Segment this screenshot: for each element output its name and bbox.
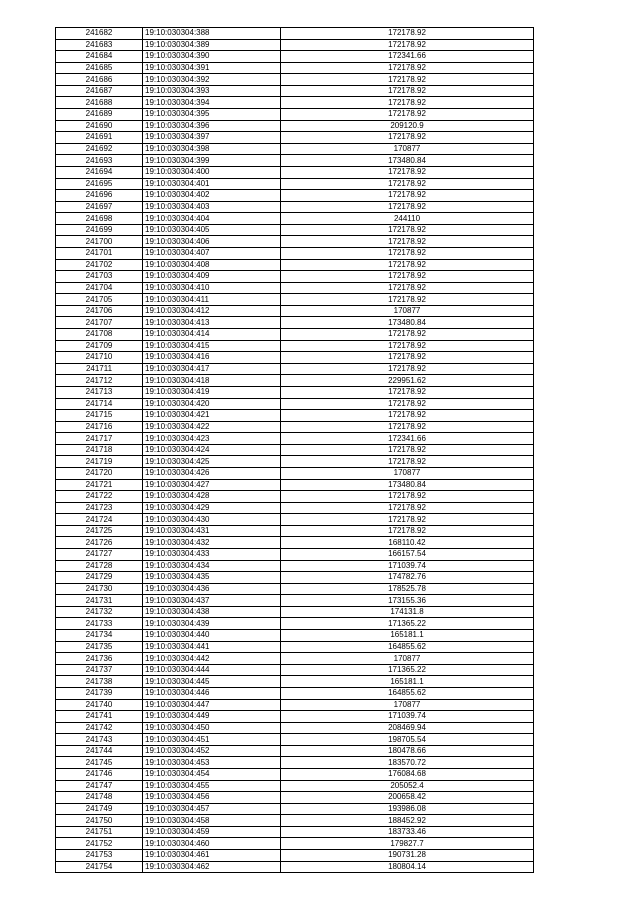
table-body (56, 28, 534, 873)
timestamp-cell: 19:10:030304:459 (143, 826, 281, 838)
value-cell: 183733.46 (281, 826, 534, 838)
table-row (56, 97, 534, 109)
table-row (56, 282, 534, 294)
table-row (56, 745, 534, 757)
timestamp-cell: 19:10:030304:444 (143, 664, 281, 676)
timestamp-cell: 19:10:030304:431 (143, 525, 281, 537)
value-cell: 170877 (281, 699, 534, 711)
timestamp-cell: 19:10:030304:461 (143, 850, 281, 862)
value-cell: 176084.68 (281, 769, 534, 781)
value-cell: 171039.74 (281, 560, 534, 572)
id-cell: 241692 (56, 143, 143, 155)
value-cell: 164855.62 (281, 641, 534, 653)
table-row (56, 294, 534, 306)
timestamp-cell: 19:10:030304:413 (143, 317, 281, 329)
value-cell: 170877 (281, 653, 534, 665)
timestamp-cell: 19:10:030304:453 (143, 757, 281, 769)
timestamp-cell: 19:10:030304:447 (143, 699, 281, 711)
value-cell: 244110 (281, 213, 534, 225)
table-row (56, 444, 534, 456)
timestamp-cell: 19:10:030304:395 (143, 109, 281, 121)
value-cell: 172178.92 (281, 329, 534, 341)
id-cell: 241726 (56, 537, 143, 549)
table-row (56, 120, 534, 132)
table-row (56, 51, 534, 63)
table-row (56, 166, 534, 178)
id-cell: 241718 (56, 444, 143, 456)
value-cell: 173480.84 (281, 155, 534, 167)
table-row (56, 213, 534, 225)
table-row (56, 433, 534, 445)
timestamp-cell: 19:10:030304:402 (143, 190, 281, 202)
value-cell: 188452.92 (281, 815, 534, 827)
table-row (56, 641, 534, 653)
id-cell: 241722 (56, 491, 143, 503)
data-table (55, 27, 534, 873)
timestamp-cell: 19:10:030304:437 (143, 595, 281, 607)
id-cell: 241720 (56, 467, 143, 479)
id-cell: 241712 (56, 375, 143, 387)
timestamp-cell: 19:10:030304:449 (143, 711, 281, 723)
timestamp-cell: 19:10:030304:456 (143, 792, 281, 804)
timestamp-cell: 19:10:030304:441 (143, 641, 281, 653)
id-cell: 241742 (56, 722, 143, 734)
timestamp-cell: 19:10:030304:462 (143, 861, 281, 873)
table-row (56, 676, 534, 688)
timestamp-cell: 19:10:030304:421 (143, 410, 281, 422)
value-cell: 172178.92 (281, 421, 534, 433)
id-cell: 241733 (56, 618, 143, 630)
timestamp-cell: 19:10:030304:446 (143, 687, 281, 699)
table-row (56, 630, 534, 642)
id-cell: 241736 (56, 653, 143, 665)
timestamp-cell: 19:10:030304:433 (143, 549, 281, 561)
timestamp-cell: 19:10:030304:425 (143, 456, 281, 468)
value-cell: 172178.92 (281, 39, 534, 51)
value-cell: 172178.92 (281, 502, 534, 514)
id-cell: 241706 (56, 305, 143, 317)
table-row (56, 386, 534, 398)
table-row (56, 329, 534, 341)
value-cell: 173480.84 (281, 479, 534, 491)
id-cell: 241691 (56, 132, 143, 144)
table-row (56, 155, 534, 167)
table-row (56, 201, 534, 213)
id-cell: 241716 (56, 421, 143, 433)
value-cell: 171365.22 (281, 618, 534, 630)
timestamp-cell: 19:10:030304:427 (143, 479, 281, 491)
id-cell: 241749 (56, 803, 143, 815)
id-cell: 241744 (56, 745, 143, 757)
timestamp-cell: 19:10:030304:432 (143, 537, 281, 549)
value-cell: 178525.78 (281, 583, 534, 595)
table-row (56, 502, 534, 514)
table-row (56, 687, 534, 699)
id-cell: 241721 (56, 479, 143, 491)
table-row (56, 109, 534, 121)
id-cell: 241728 (56, 560, 143, 572)
timestamp-cell: 19:10:030304:426 (143, 467, 281, 479)
timestamp-cell: 19:10:030304:388 (143, 28, 281, 40)
id-cell: 241750 (56, 815, 143, 827)
table-row (56, 479, 534, 491)
table-row (56, 838, 534, 850)
timestamp-cell: 19:10:030304:417 (143, 363, 281, 375)
table-row (56, 491, 534, 503)
value-cell: 208469.94 (281, 722, 534, 734)
value-cell: 165181.1 (281, 676, 534, 688)
table-row (56, 143, 534, 155)
table-row (56, 74, 534, 86)
timestamp-cell: 19:10:030304:455 (143, 780, 281, 792)
value-cell: 170877 (281, 467, 534, 479)
id-cell: 241714 (56, 398, 143, 410)
value-cell: 172178.92 (281, 363, 534, 375)
timestamp-cell: 19:10:030304:409 (143, 271, 281, 283)
timestamp-cell: 19:10:030304:416 (143, 352, 281, 364)
table-row (56, 850, 534, 862)
table-row (56, 224, 534, 236)
timestamp-cell: 19:10:030304:408 (143, 259, 281, 271)
id-cell: 241685 (56, 62, 143, 74)
table-row (56, 62, 534, 74)
timestamp-cell: 19:10:030304:412 (143, 305, 281, 317)
value-cell: 172341.66 (281, 51, 534, 63)
value-cell: 171365.22 (281, 664, 534, 676)
timestamp-cell: 19:10:030304:457 (143, 803, 281, 815)
table-row (56, 606, 534, 618)
value-cell: 172178.92 (281, 398, 534, 410)
table-row (56, 722, 534, 734)
timestamp-cell: 19:10:030304:428 (143, 491, 281, 503)
table-row (56, 85, 534, 97)
id-cell: 241701 (56, 247, 143, 259)
table-row (56, 803, 534, 815)
table-row (56, 525, 534, 537)
id-cell: 241735 (56, 641, 143, 653)
table-row (56, 410, 534, 422)
table-row (56, 757, 534, 769)
timestamp-cell: 19:10:030304:423 (143, 433, 281, 445)
id-cell: 241702 (56, 259, 143, 271)
timestamp-cell: 19:10:030304:396 (143, 120, 281, 132)
value-cell: 172178.92 (281, 294, 534, 306)
value-cell: 172178.92 (281, 224, 534, 236)
value-cell: 200658.42 (281, 792, 534, 804)
id-cell: 241711 (56, 363, 143, 375)
table-row (56, 792, 534, 804)
table-row (56, 618, 534, 630)
value-cell: 172178.92 (281, 201, 534, 213)
value-cell: 172178.92 (281, 166, 534, 178)
id-cell: 241705 (56, 294, 143, 306)
timestamp-cell: 19:10:030304:410 (143, 282, 281, 294)
timestamp-cell: 19:10:030304:414 (143, 329, 281, 341)
table-row (56, 421, 534, 433)
id-cell: 241752 (56, 838, 143, 850)
id-cell: 241746 (56, 769, 143, 781)
value-cell: 172178.92 (281, 236, 534, 248)
timestamp-cell: 19:10:030304:392 (143, 74, 281, 86)
id-cell: 241710 (56, 352, 143, 364)
id-cell: 241754 (56, 861, 143, 873)
table-row (56, 375, 534, 387)
value-cell: 164855.62 (281, 687, 534, 699)
table-row (56, 549, 534, 561)
value-cell: 172178.92 (281, 132, 534, 144)
id-cell: 241748 (56, 792, 143, 804)
value-cell: 172178.92 (281, 491, 534, 503)
id-cell: 241738 (56, 676, 143, 688)
id-cell: 241694 (56, 166, 143, 178)
table-row (56, 664, 534, 676)
value-cell: 172178.92 (281, 62, 534, 74)
value-cell: 179827.7 (281, 838, 534, 850)
table-row (56, 28, 534, 40)
value-cell: 172178.92 (281, 352, 534, 364)
timestamp-cell: 19:10:030304:422 (143, 421, 281, 433)
id-cell: 241689 (56, 109, 143, 121)
value-cell: 172178.92 (281, 74, 534, 86)
value-cell: 173480.84 (281, 317, 534, 329)
timestamp-cell: 19:10:030304:460 (143, 838, 281, 850)
id-cell: 241713 (56, 386, 143, 398)
value-cell: 172178.92 (281, 410, 534, 422)
id-cell: 241698 (56, 213, 143, 225)
timestamp-cell: 19:10:030304:404 (143, 213, 281, 225)
timestamp-cell: 19:10:030304:458 (143, 815, 281, 827)
id-cell: 241683 (56, 39, 143, 51)
id-cell: 241730 (56, 583, 143, 595)
timestamp-cell: 19:10:030304:405 (143, 224, 281, 236)
timestamp-cell: 19:10:030304:415 (143, 340, 281, 352)
value-cell: 172178.92 (281, 525, 534, 537)
id-cell: 241732 (56, 606, 143, 618)
timestamp-cell: 19:10:030304:424 (143, 444, 281, 456)
id-cell: 241734 (56, 630, 143, 642)
value-cell: 166157.54 (281, 549, 534, 561)
timestamp-cell: 19:10:030304:390 (143, 51, 281, 63)
id-cell: 241725 (56, 525, 143, 537)
table-row (56, 769, 534, 781)
table-row (56, 653, 534, 665)
value-cell: 173155.36 (281, 595, 534, 607)
id-cell: 241693 (56, 155, 143, 167)
value-cell: 174782.76 (281, 572, 534, 584)
value-cell: 172341.66 (281, 433, 534, 445)
value-cell: 170877 (281, 143, 534, 155)
table-row (56, 178, 534, 190)
id-cell: 241753 (56, 850, 143, 862)
timestamp-cell: 19:10:030304:400 (143, 166, 281, 178)
table-row (56, 352, 534, 364)
timestamp-cell: 19:10:030304:445 (143, 676, 281, 688)
value-cell: 229951.62 (281, 375, 534, 387)
value-cell: 190731.28 (281, 850, 534, 862)
value-cell: 198705.54 (281, 734, 534, 746)
id-cell: 241688 (56, 97, 143, 109)
id-cell: 241708 (56, 329, 143, 341)
timestamp-cell: 19:10:030304:397 (143, 132, 281, 144)
value-cell: 172178.92 (281, 282, 534, 294)
table-row (56, 861, 534, 873)
id-cell: 241707 (56, 317, 143, 329)
timestamp-cell: 19:10:030304:451 (143, 734, 281, 746)
id-cell: 241700 (56, 236, 143, 248)
table-row (56, 583, 534, 595)
timestamp-cell: 19:10:030304:438 (143, 606, 281, 618)
id-cell: 241684 (56, 51, 143, 63)
id-cell: 241687 (56, 85, 143, 97)
timestamp-cell: 19:10:030304:399 (143, 155, 281, 167)
table-row (56, 699, 534, 711)
value-cell: 183570.72 (281, 757, 534, 769)
timestamp-cell: 19:10:030304:436 (143, 583, 281, 595)
value-cell: 193986.08 (281, 803, 534, 815)
table-row (56, 39, 534, 51)
timestamp-cell: 19:10:030304:419 (143, 386, 281, 398)
timestamp-cell: 19:10:030304:450 (143, 722, 281, 734)
id-cell: 241697 (56, 201, 143, 213)
id-cell: 241709 (56, 340, 143, 352)
table-row (56, 572, 534, 584)
value-cell: 172178.92 (281, 109, 534, 121)
timestamp-cell: 19:10:030304:435 (143, 572, 281, 584)
timestamp-cell: 19:10:030304:454 (143, 769, 281, 781)
table-row (56, 259, 534, 271)
value-cell: 172178.92 (281, 85, 534, 97)
id-cell: 241741 (56, 711, 143, 723)
table-row (56, 317, 534, 329)
timestamp-cell: 19:10:030304:430 (143, 514, 281, 526)
timestamp-cell: 19:10:030304:429 (143, 502, 281, 514)
timestamp-cell: 19:10:030304:439 (143, 618, 281, 630)
value-cell: 170877 (281, 305, 534, 317)
table-row (56, 305, 534, 317)
timestamp-cell: 19:10:030304:393 (143, 85, 281, 97)
id-cell: 241747 (56, 780, 143, 792)
value-cell: 172178.92 (281, 340, 534, 352)
value-cell: 172178.92 (281, 456, 534, 468)
table-row (56, 711, 534, 723)
value-cell: 174131.8 (281, 606, 534, 618)
id-cell: 241682 (56, 28, 143, 40)
id-cell: 241745 (56, 757, 143, 769)
value-cell: 172178.92 (281, 178, 534, 190)
id-cell: 241727 (56, 549, 143, 561)
timestamp-cell: 19:10:030304:440 (143, 630, 281, 642)
value-cell: 172178.92 (281, 259, 534, 271)
timestamp-cell: 19:10:030304:391 (143, 62, 281, 74)
timestamp-cell: 19:10:030304:452 (143, 745, 281, 757)
table-row (56, 363, 534, 375)
table-row (56, 514, 534, 526)
id-cell: 241686 (56, 74, 143, 86)
id-cell: 241717 (56, 433, 143, 445)
table-row (56, 190, 534, 202)
id-cell: 241723 (56, 502, 143, 514)
timestamp-cell: 19:10:030304:407 (143, 247, 281, 259)
timestamp-cell: 19:10:030304:434 (143, 560, 281, 572)
id-cell: 241751 (56, 826, 143, 838)
value-cell: 168110.42 (281, 537, 534, 549)
value-cell: 180478.66 (281, 745, 534, 757)
id-cell: 241704 (56, 282, 143, 294)
table-row (56, 595, 534, 607)
table-row (56, 537, 534, 549)
table-row (56, 734, 534, 746)
timestamp-cell: 19:10:030304:401 (143, 178, 281, 190)
value-cell: 172178.92 (281, 97, 534, 109)
timestamp-cell: 19:10:030304:403 (143, 201, 281, 213)
value-cell: 205052.4 (281, 780, 534, 792)
table-row (56, 132, 534, 144)
table-row (56, 271, 534, 283)
table-row (56, 467, 534, 479)
id-cell: 241724 (56, 514, 143, 526)
value-cell: 172178.92 (281, 444, 534, 456)
timestamp-cell: 19:10:030304:418 (143, 375, 281, 387)
value-cell: 171039.74 (281, 711, 534, 723)
table-row (56, 247, 534, 259)
id-cell: 241715 (56, 410, 143, 422)
timestamp-cell: 19:10:030304:389 (143, 39, 281, 51)
timestamp-cell: 19:10:030304:398 (143, 143, 281, 155)
table-row (56, 456, 534, 468)
id-cell: 241731 (56, 595, 143, 607)
timestamp-cell: 19:10:030304:420 (143, 398, 281, 410)
id-cell: 241699 (56, 224, 143, 236)
timestamp-cell: 19:10:030304:411 (143, 294, 281, 306)
id-cell: 241719 (56, 456, 143, 468)
timestamp-cell: 19:10:030304:406 (143, 236, 281, 248)
value-cell: 172178.92 (281, 386, 534, 398)
id-cell: 241743 (56, 734, 143, 746)
id-cell: 241739 (56, 687, 143, 699)
value-cell: 172178.92 (281, 247, 534, 259)
table-row (56, 560, 534, 572)
value-cell: 172178.92 (281, 514, 534, 526)
table-row (56, 398, 534, 410)
value-cell: 165181.1 (281, 630, 534, 642)
timestamp-cell: 19:10:030304:394 (143, 97, 281, 109)
table-row (56, 780, 534, 792)
table-row (56, 826, 534, 838)
timestamp-cell: 19:10:030304:442 (143, 653, 281, 665)
value-cell: 209120.9 (281, 120, 534, 132)
id-cell: 241696 (56, 190, 143, 202)
value-cell: 172178.92 (281, 271, 534, 283)
id-cell: 241690 (56, 120, 143, 132)
id-cell: 241740 (56, 699, 143, 711)
id-cell: 241737 (56, 664, 143, 676)
table-row (56, 340, 534, 352)
table-row (56, 815, 534, 827)
value-cell: 180804.14 (281, 861, 534, 873)
value-cell: 172178.92 (281, 28, 534, 40)
table-row (56, 236, 534, 248)
value-cell: 172178.92 (281, 190, 534, 202)
id-cell: 241729 (56, 572, 143, 584)
id-cell: 241703 (56, 271, 143, 283)
id-cell: 241695 (56, 178, 143, 190)
